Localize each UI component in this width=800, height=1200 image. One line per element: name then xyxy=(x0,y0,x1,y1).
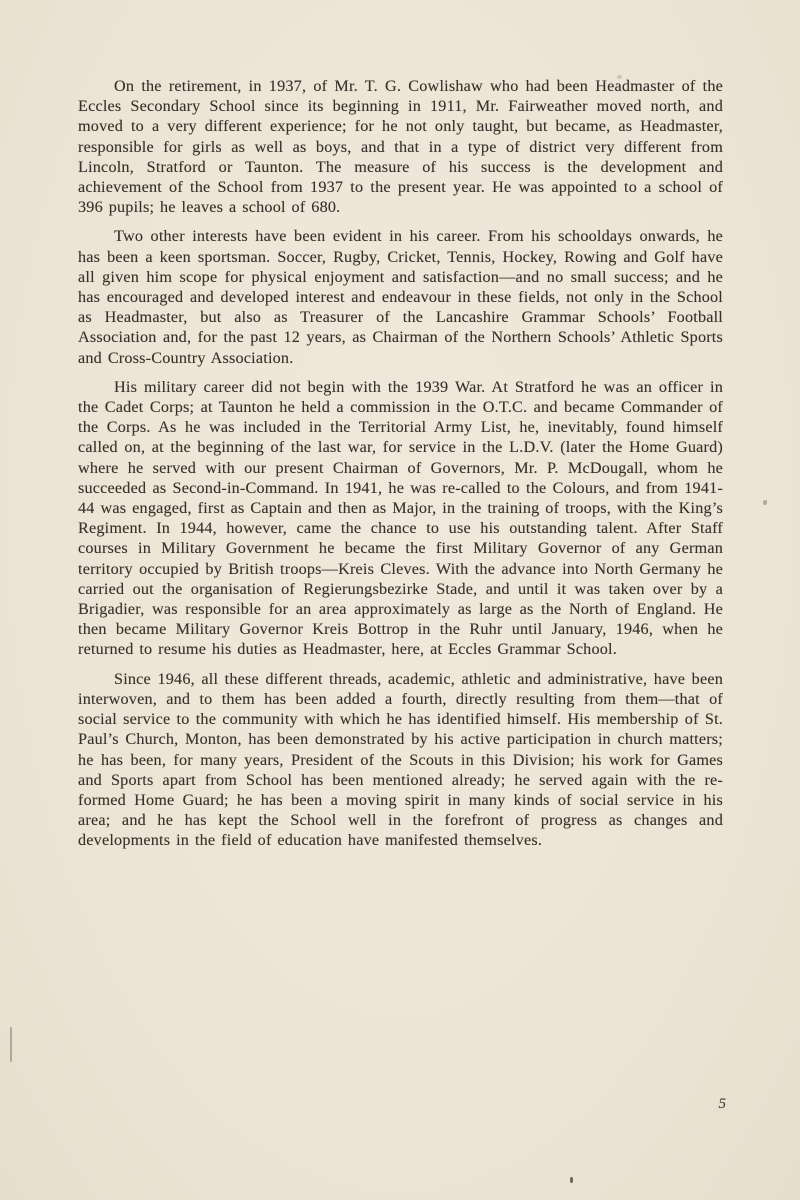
scan-artifact-speck xyxy=(763,500,767,505)
paragraph: His military career did not begin with the 1939 War. At Stratford he was an officer in the Cadet Corps; at Taunton he held a commission in the O.T.C. and became Commander of the Corps. As he was included in the Territorial Army List, he, inevitably, found himself called on, at the beginning of the last war, for service in the L.D.V. (later the Home Guard) where he served with our present Chairman of Governors, Mr. P. McDougall, whom he succeeded as Second-in-Command. In 1941, he was re-called to the Colours, and from 1941-44 was engaged, first as Captain and then as Major, in the training of troops, with the King’s Regiment. In 1944, however, came the chance to use his outstanding talent. After Staff courses in Military Government he became the first Military Governor of any German territory occupied by British troops—Kreis Cleves. With the advance into North Germany he carried out the organisation of Regierungsbezirke Stade, and until it was taken over by a Brigadier, was responsible for an area approximately as large as the North of England. He then became Military Governor Kreis Bottrop in the Ruhr until January, 1946, when he returned to resume his duties as Headmaster, here, at Eccles Grammar School. xyxy=(78,377,723,659)
paragraph: On the retirement, in 1937, of Mr. T. G. Cowlishaw who had been Headmaster of the Eccles Secondary School since its beginning in 1911, Mr. Fairweather moved north, and moved to a very different experience; for he not only taught, but became, as Headmaster, responsible for girls as well as boys, and that in a type of district very different from Lincoln, Stratford or Taunton. The measure of his success is the development and achievement of the School from 1937 to the present year. He was appointed to a school of 396 pupils; he leaves a school of 680. xyxy=(78,77,723,217)
scan-artifact-line xyxy=(10,1027,12,1062)
page-number: 5 xyxy=(718,1096,726,1112)
paragraph: Two other interests have been evident in his career. From his schooldays onwards, he has been a keen sportsman. Soccer, Rugby, Cricket, Tennis, Hockey, Rowing and Golf have all given him scope for physical enjoyment and satisfaction—and no small success; and he has encouraged and developed interest and endeavour in these fields, not only in the School as Headmaster, but also as Treasurer of the Lancashire Grammar Schools’ Football Association and, for the past 12 years, as Chairman of the Northern Schools’ Athletic Sports and Cross-Country Association. xyxy=(78,227,723,367)
body-text xyxy=(78,76,723,860)
scan-artifact-speck xyxy=(570,1177,573,1183)
paragraph: Since 1946, all these different threads, academic, athletic and administrative, have been interwoven, and to them has been added a fourth, directly resulting from them—that of social service to the community with which he has identified himself. His membership of St. Paul’s Church, Monton, has been demonstrated by his active participation in church matters; he has been, for many years, President of the Scouts in this Division; his work for Games and Sports apart from School has been mentioned already; he served again with the re-formed Home Guard; he has been a moving spirit in many kinds of social service in his area; and he has kept the School well in the forefront of progress as changes and developments in the field of education have manifested themselves. xyxy=(78,669,723,850)
